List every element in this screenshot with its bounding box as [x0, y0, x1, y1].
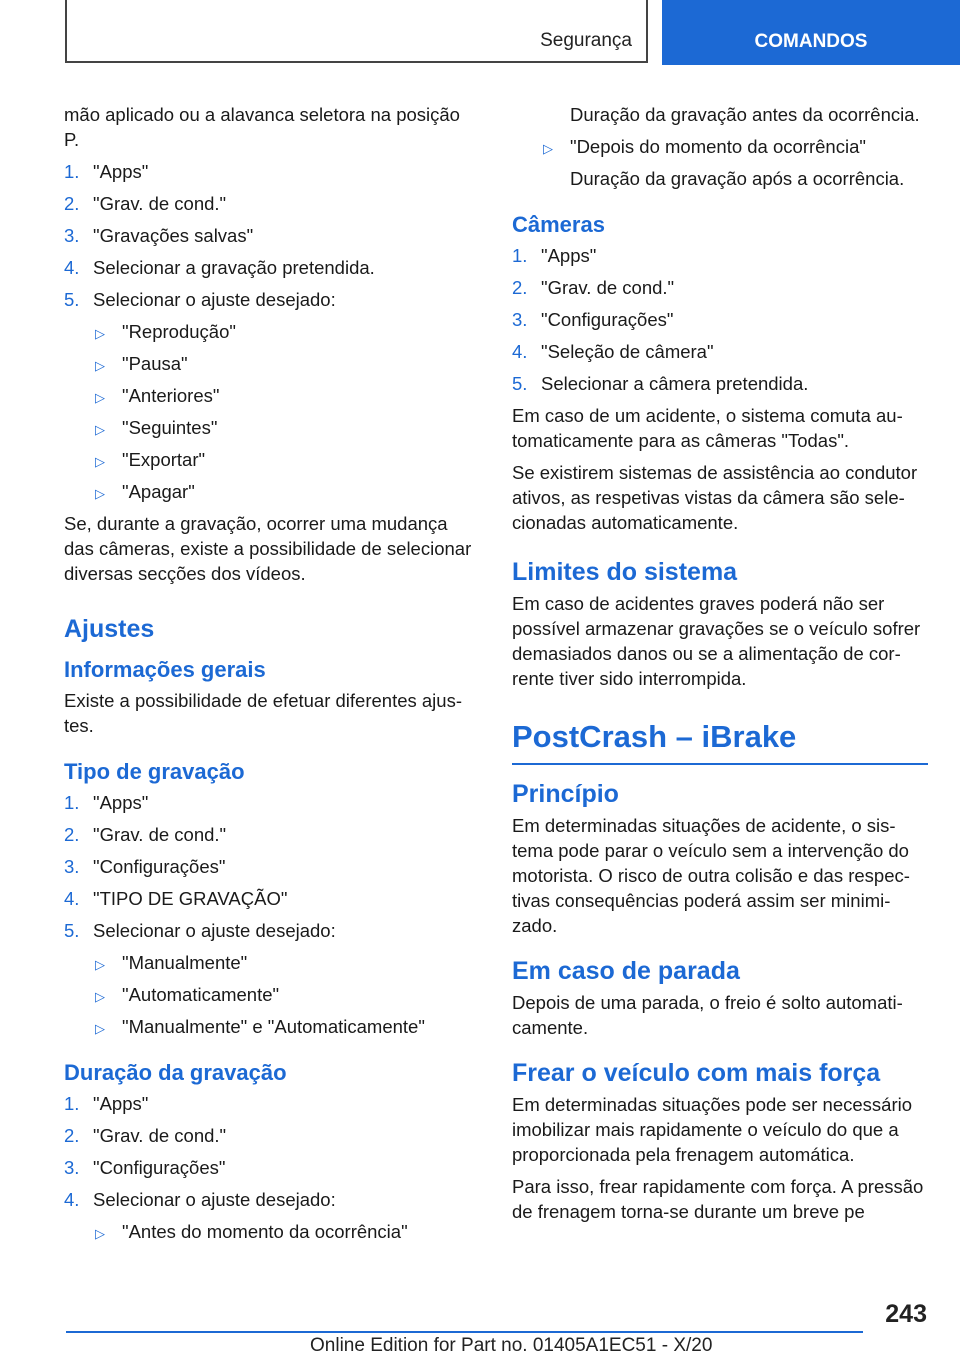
paragraph: Duração da gravação antes da ocorrência. — [570, 104, 920, 125]
paragraph: Em determinadas situações pode ser necessário imobilizar mais rapidamente o veículo do que a proporcionada pela frenagem automática. — [512, 1094, 913, 1165]
triangle-bullet-icon: ▷ — [95, 957, 105, 972]
paragraph: Para isso, frear rapidamente com força. A pressão de frenagem torna-se durante um breve pe — [512, 1176, 924, 1222]
list-item: ▷ "Apagar" — [64, 479, 480, 504]
list-item: 3. "Configurações" — [64, 1157, 226, 1178]
footer-divider — [66, 1331, 863, 1333]
heading-limites: Limites do sistema — [512, 558, 738, 586]
triangle-bullet-icon: ▷ — [95, 358, 105, 373]
triangle-bullet-icon: ▷ — [95, 326, 105, 341]
left-column — [64, 102, 480, 1251]
steps-list-3 — [64, 1091, 480, 1212]
list-item: 5. Selecionar a câmera pretendida. — [512, 373, 809, 394]
paragraph: mão aplicado ou a alavanca seletora na posição P. — [64, 104, 460, 150]
list-item: 1. "Apps" — [64, 792, 149, 813]
heading-principio: Princípio — [512, 780, 619, 808]
list-item: 4. "TIPO DE GRAVAÇÃO" — [64, 888, 288, 909]
page-number: 243 — [885, 1300, 927, 1328]
heading-tipo-gravacao: Tipo de gravação — [64, 759, 245, 784]
list-item: 2. "Grav. de cond." — [64, 1125, 227, 1146]
paragraph: Em caso de acidentes graves poderá não ser possível armazenar gravações se o veículo sofrer demasiados danos ou se a alimentação de corrente tiver sido interrompida. — [512, 593, 921, 689]
footer-edition: Online Edition for Part no. 01405A1EC51 - X/20 — [310, 1335, 713, 1356]
paragraph: Duração da gravação após a ocorrência. — [570, 168, 905, 189]
paragraph: Existe a possibilidade de efetuar diferentes ajustes. — [64, 690, 462, 736]
list-item: ▷ "Anteriores" — [64, 383, 480, 408]
triangle-bullet-icon: ▷ — [543, 141, 553, 156]
list-item: 4. "Seleção de câmera" — [512, 341, 714, 362]
paragraph: Se existirem sistemas de assistência ao condutor ativos, as respetivas vistas da câmera são selecionadas automaticamente. — [512, 462, 918, 533]
list-item: ▷ "Automaticamente" — [64, 982, 480, 1007]
chapter-title: PostCrash – iBrake — [512, 717, 928, 765]
list-item: ▷ "Depois do momento da ocorrência" — [512, 134, 928, 159]
triangle-bullet-icon: ▷ — [95, 989, 105, 1004]
steps-list-1 — [64, 159, 480, 312]
list-item: ▷ "Manualmente" e "Automaticamente" — [64, 1014, 480, 1039]
options-list-2 — [64, 950, 480, 1039]
list-item: 3. "Gravações salvas" — [64, 225, 254, 246]
triangle-bullet-icon: ▷ — [95, 1021, 105, 1036]
steps-list-4 — [512, 243, 928, 396]
list-item: 3. "Configurações" — [64, 856, 226, 877]
paragraph: Em caso de um acidente, o sistema comuta automaticamente para as câmeras "Todas". — [512, 405, 903, 451]
triangle-bullet-icon: ▷ — [95, 454, 105, 469]
paragraph: Se, durante a gravação, ocorrer uma mudança das câmeras, existe a possibilidade de selecionar diversas secções dos vídeos. — [64, 513, 472, 584]
paragraph: Depois de uma parada, o freio é solto automaticamente. — [512, 992, 903, 1038]
chapter-tab: COMANDOS — [662, 0, 960, 65]
list-item: 5. Selecionar o ajuste desejado: — [64, 289, 336, 310]
paragraph: Em determinadas situações de acidente, o sistema pode parar o veículo sem a intervenção do motorista. O risco de outra colisão e das respectivas consequências poderá assim ser minimizado. — [512, 815, 910, 936]
list-item: 4. Selecionar a gravação pretendida. — [64, 257, 375, 278]
heading-duracao: Duração da gravação — [64, 1060, 287, 1085]
heading-ajustes: Ajustes — [64, 615, 155, 643]
list-item: ▷ "Seguintes" — [64, 415, 480, 440]
list-item: 5. Selecionar o ajuste desejado: — [64, 920, 336, 941]
section-title: Segurança — [540, 30, 632, 51]
heading-informacoes: Informações gerais — [64, 657, 266, 682]
heading-parada: Em caso de parada — [512, 957, 740, 985]
steps-list-2 — [64, 790, 480, 943]
list-item: ▷ "Antes do momento da ocorrência" — [64, 1219, 480, 1244]
options-list-3 — [64, 1219, 480, 1244]
heading-frear: Frear o veículo com mais força — [512, 1059, 881, 1087]
list-item: 1. "Apps" — [64, 161, 149, 182]
triangle-bullet-icon: ▷ — [95, 486, 105, 501]
list-item: 2. "Grav. de cond." — [64, 824, 227, 845]
triangle-bullet-icon: ▷ — [95, 422, 105, 437]
list-item: ▷ "Manualmente" — [64, 950, 480, 975]
triangle-bullet-icon: ▷ — [95, 390, 105, 405]
list-item: ▷ "Exportar" — [64, 447, 480, 472]
heading-cameras: Câmeras — [512, 212, 605, 237]
list-item: 4. Selecionar o ajuste desejado: — [64, 1189, 336, 1210]
list-item: 1. "Apps" — [64, 1093, 149, 1114]
list-item: 2. "Grav. de cond." — [64, 193, 227, 214]
list-item: ▷ "Pausa" — [64, 351, 480, 376]
list-item: 2. "Grav. de cond." — [512, 277, 675, 298]
options-list-1 — [64, 319, 480, 504]
header-box — [65, 0, 648, 63]
right-column — [512, 102, 928, 1231]
list-item: 3. "Configurações" — [512, 309, 674, 330]
triangle-bullet-icon: ▷ — [95, 1226, 105, 1241]
list-item: 1. "Apps" — [512, 245, 597, 266]
list-item: ▷ "Reprodução" — [64, 319, 480, 344]
options-list-4 — [512, 134, 928, 159]
